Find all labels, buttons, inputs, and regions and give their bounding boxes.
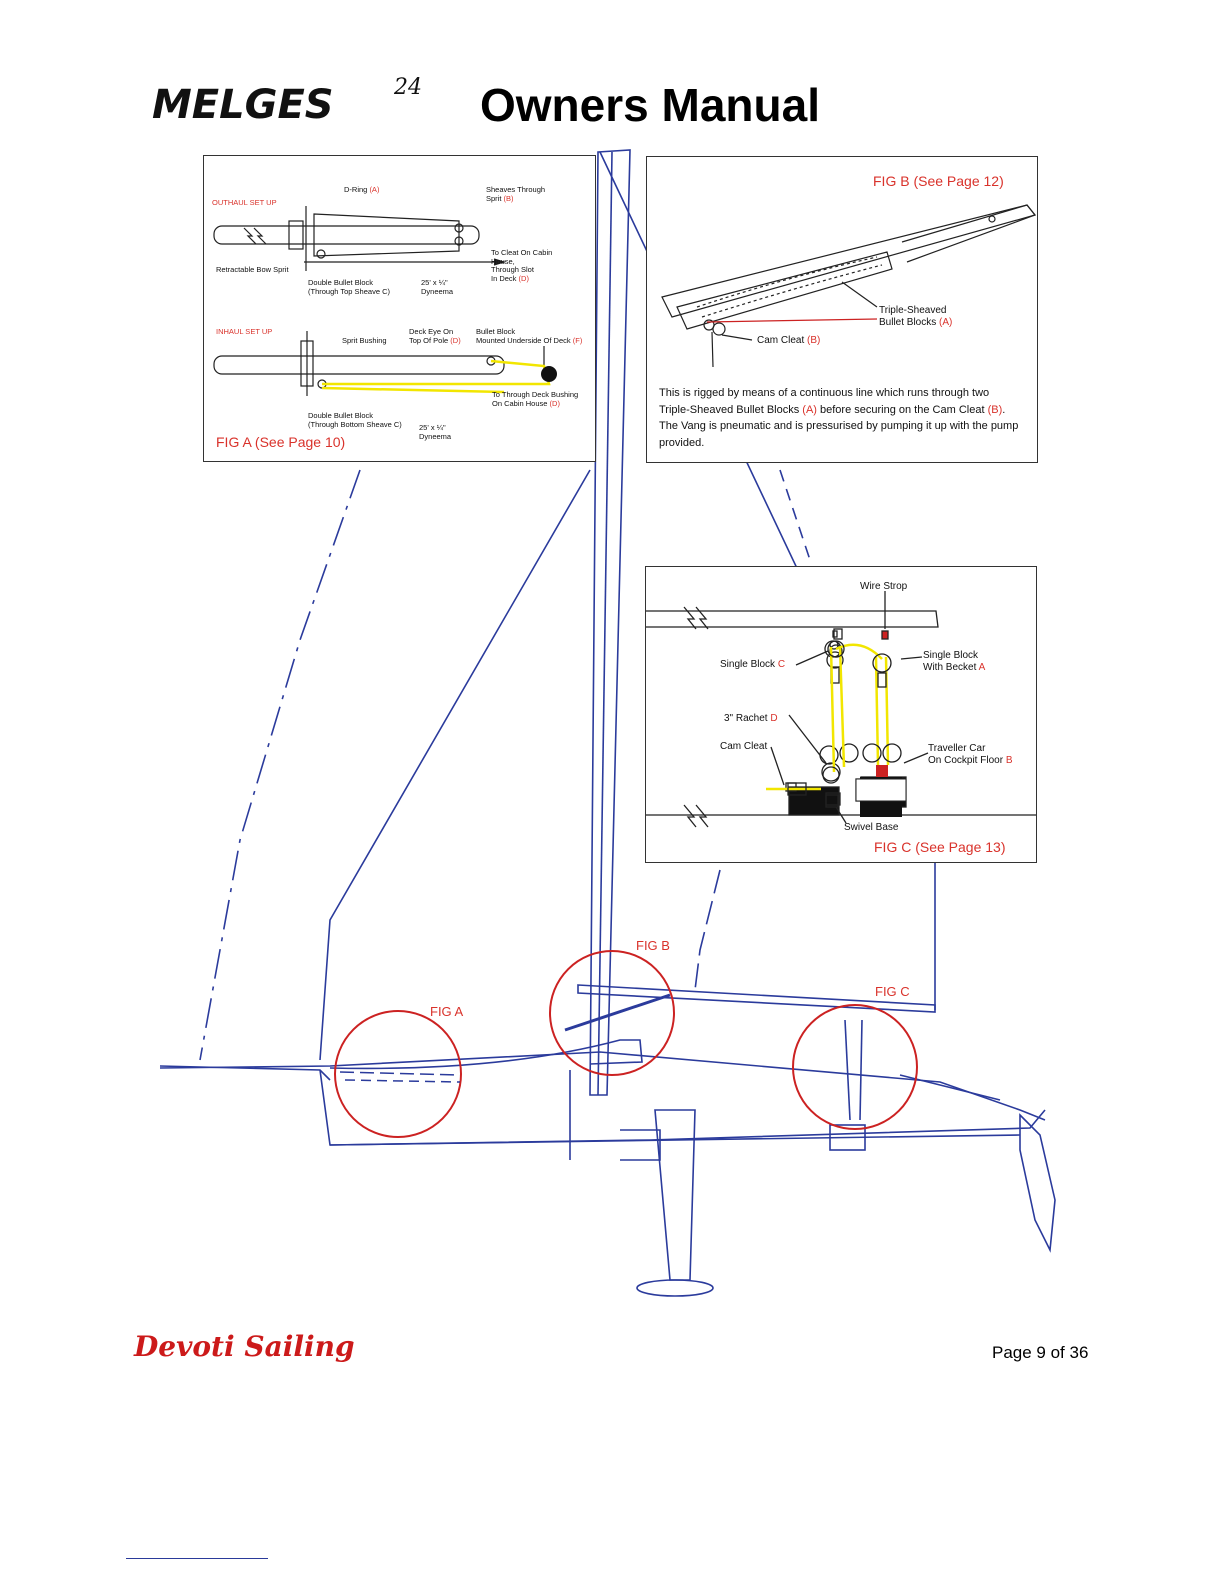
logo-text: MELGES [152,82,334,128]
deck-eye-label: Deck Eye On Top Of Pole (D) [409,327,461,345]
traveller-car-label: Traveller Car On Cockpit Floor B [928,743,1013,766]
cam-cleat-label: Cam Cleat (B) [757,335,821,346]
footnote-divider [126,1558,268,1559]
sprit-bushing-label: Sprit Bushing [342,336,387,345]
page-number: Page 9 of 36 [992,1343,1089,1362]
rudder [1020,1115,1055,1250]
length-bottom-label: 25' x ¼" Dyneema [419,423,452,441]
single-block-c-label: Single Block C [720,659,786,670]
swivel-base-label: Swivel Base [844,822,899,833]
logo-superscript: 24 [394,75,422,100]
sheaves-label: Sheaves Through Sprit (B) [486,185,546,203]
fig-c-panel [645,566,1037,863]
double-block-top-label: Double Bullet Block (Through Top Sheave C) [308,278,390,296]
bullet-block-label: Bullet Block Mounted Underside Of Deck (F) [476,327,583,345]
page-title: Owners Manual [480,79,820,131]
main-leech [780,470,810,560]
inhaul-heading: INHAUL SET UP [216,327,273,336]
jib-luff [200,470,360,1060]
jib-sail-edge [320,470,590,1060]
hull-label-fig-c: FIG C [875,984,910,999]
fig-c-traveller-drawing [646,567,1037,863]
fig-a-caption: FIG A (See Page 10) [216,434,346,450]
to-through-label: To Through Deck Bushing On Cabin House (D) [492,390,579,408]
triple-block-label: Triple-Sheaved Bullet Blocks (A) [879,305,953,328]
fig-c-caption: FIG C (See Page 13) [874,839,1006,855]
outhaul-heading: OUTHAUL SET UP [212,198,277,207]
cam-cleat-c-label: Cam Cleat [720,741,768,752]
keel-bulb [637,1280,713,1296]
hull-label-fig-a: FIG A [430,1004,464,1019]
length-top-label: 25' x ¼" Dyneema [421,278,454,296]
fig-b-description: This is rigged by means of a continuous line which runs through two Triple-Sheaved Bullet Blocks (A) before securing on the Cam Cleat (B). The Vang is pneumatic and is pressurised by pumping it up with the pump provided. [659,387,1019,449]
retractable-label: Retractable Bow Sprit [216,265,289,274]
wire-strop-label: Wire Strop [860,581,908,592]
fig-b-panel [646,156,1038,463]
melges-logo [150,74,440,134]
d-ring-label: D-Ring (A) [344,185,380,194]
deck-line [160,1052,1045,1120]
keel [655,1110,695,1280]
hull-label-fig-b: FIG B [636,938,670,953]
footer-brand: Devoti Sailing [134,1330,355,1363]
to-cleat-label: To Cleat On Cabin House, Through Slot In Deck (D) [491,248,553,283]
fig-c-circle [793,1005,917,1129]
fig-a-panel [203,155,596,462]
double-block-bottom-label: Double Bullet Block (Through Bottom Sheave C) [308,411,402,429]
single-block-a-label: Single Block With Becket A [923,650,986,673]
fig-b-caption: FIG B (See Page 12) [873,173,1004,189]
rachet-label: 3" Rachet D [724,713,778,724]
